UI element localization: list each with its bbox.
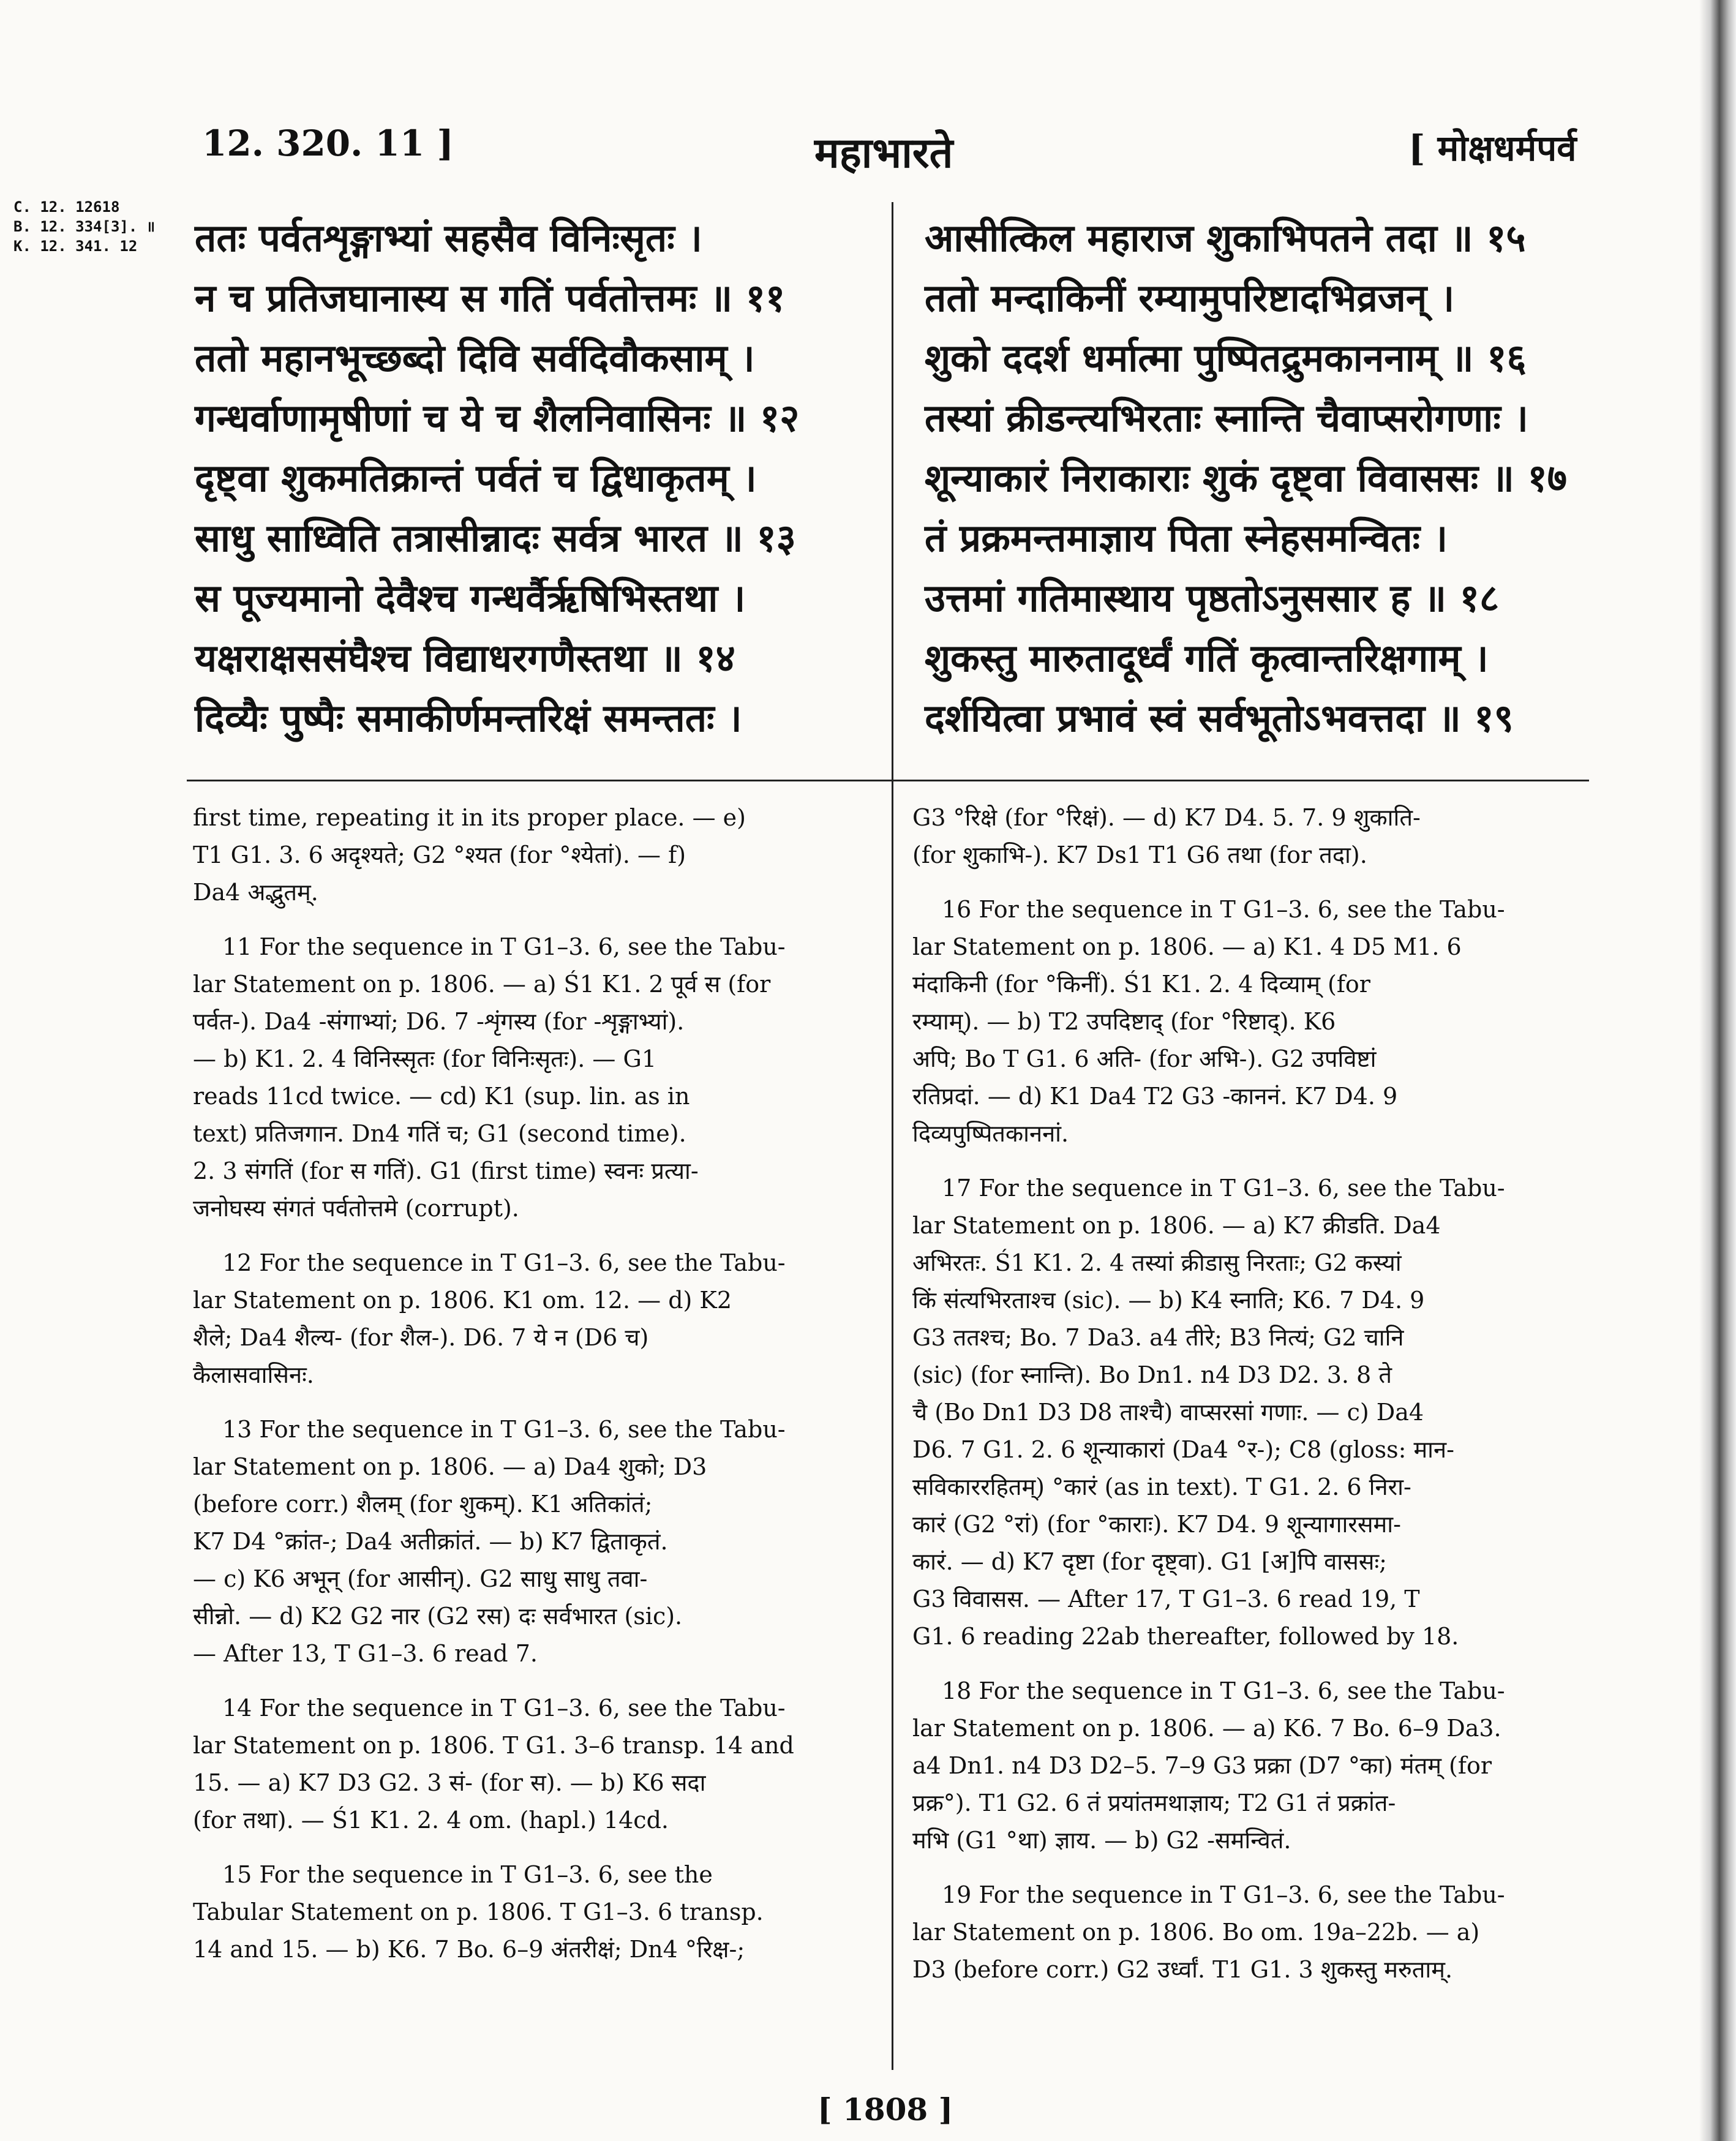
notes-column-left [193,799,876,1985]
note-line: अपि; Bo T G1. 6 अति- (for अभि-). G2 उपविष्टां [912,1045,1377,1072]
concordance-c: C. 12. 12618 [13,198,120,216]
note-line: — c) K6 अभून् (for आसीन्). G2 साधु साधु तवा- [193,1565,648,1592]
critical-note [912,1876,1592,1989]
verse-line: उत्तमां गतिमास्थाय पृष्ठतोऽनुससार ह ॥ १८ [925,576,1500,620]
verse-line: तस्यां क्रीडन्त्यभिरताः स्नान्ति चैवाप्सरोगणाः । [925,396,1528,440]
verse-line: स पूज्यमानो देवैश्च गन्धर्वैरृषिभिस्तथा । [195,576,746,620]
note-line: lar Statement on p. 1806. Bo om. 19a–22b. — a) [912,1919,1480,1946]
page-number: [ 1808 ] [817,2091,953,2128]
note-line: — After 13, T G1–3. 6 read 7. [193,1640,538,1667]
note-line: 19 For the sequence in T G1–3. 6, see the Tabu- [942,1881,1505,1908]
notes-divider [187,780,1589,781]
note-line: रतिप्रदां. — d) K1 Da4 T2 G3 -काननं. K7 D4. 9 [912,1083,1398,1110]
critical-note [912,1673,1592,1859]
critical-note [912,799,1592,874]
book-edge [1699,0,1736,2141]
note-line: मभि (G1 °था) ज्ञाय. — b) G2 -समन्वितं. [912,1827,1291,1854]
note-line: 11 For the sequence in T G1–3. 6, see the Tabu- [222,933,786,960]
note-line: कारं (G2 °रां) (for °काराः). K7 D4. 9 शून्यागारसमा- [912,1511,1401,1538]
note-line: G3 ततश्च; Bo. 7 Da3. a4 तीरे; B3 नित्यं; G2 चानि [912,1324,1404,1351]
concordance-b: B. 12. 334[3]. ॥ [13,218,156,235]
note-line: (sic) (for स्नान्ति). Bo Dn1. n4 D3 D2. 3. 8 ते [912,1361,1392,1388]
note-line: Da4 अद्भुतम्. [193,879,318,906]
note-line: 18 For the sequence in T G1–3. 6, see the Tabu- [942,1677,1505,1704]
note-line: G3 °रिक्षे (for °रिक्षं). — d) K7 D4. 5. 7. 9 शुकाति- [912,804,1421,831]
note-line: (before corr.) शैलम् (for शुकम्). K1 अतिकांतं; [193,1491,653,1518]
note-line: 2. 3 संगतिं (for स गतिं). G1 (first time) स्वनः प्रत्या- [193,1157,699,1184]
critical-note [912,891,1592,1153]
verse-line: न च प्रतिजघानास्य स गतिं पर्वतोत्तमः ॥ ११ [195,276,786,320]
note-line: text) प्रतिजगान. Dn4 गतिं च; G1 (second time). [193,1120,686,1147]
header-section: [ मोक्षधर्मपर्व [1408,127,1577,169]
note-line: जनोघस्य संगतं पर्वतोत्तमे (corrupt). [193,1195,519,1222]
critical-note [193,1411,876,1673]
note-line: 14 and 15. — b) K6. 7 Bo. 6–9 अंतरीक्षं; Dn4 °रिक्ष-; [193,1936,745,1963]
note-line: मंदाकिनी (for °किनीं). Ś1 K1. 2. 4 दिव्याम् (for [912,971,1370,998]
header-title: महाभारते [814,129,953,178]
note-line: पर्वत-). Da4 -संगाभ्यां; D6. 7 -शृंगस्य (for -शृङ्गाभ्यां). [193,1008,685,1035]
verse-line: यक्षराक्षससंघैश्च विद्याधरगणैस्तथा ॥ १४ [195,636,735,680]
note-line: G1. 6 reading 22ab thereafter, followed by 18. [912,1623,1459,1650]
concordance-k: K. 12. 341. 12 [13,238,138,255]
note-line: शैले; Da4 शैल्य- (for शैल-). D6. 7 ये न (D6 च) [193,1324,649,1351]
note-line: प्रक्र°). T1 G2. 6 तं प्रयांतमथाज्ञाय; T2 G1 तं प्रक्रांत- [912,1789,1396,1816]
note-line: first time, repeating it in its proper place. — e) [193,804,746,831]
critical-note [193,1856,876,1968]
note-line: 16 For the sequence in T G1–3. 6, see the Tabu- [942,896,1505,923]
note-line: D3 (before corr.) G2 उर्ध्वां. T1 G1. 3 शुकस्तु मरुताम्. [912,1956,1453,1983]
note-line: 15. — a) K7 D3 G2. 3 सं- (for स). — b) K6 सदा [193,1769,706,1796]
note-line: कारं. — d) K7 दृष्टा (for दृष्ट्वा). G1 [अ]पि वाससः; [912,1548,1387,1575]
note-line: 17 For the sequence in T G1–3. 6, see the Tabu- [942,1175,1505,1202]
note-line: — b) K1. 2. 4 विनिस्सृतः (for विनिःसृतः). — G1 [193,1045,656,1072]
note-line: lar Statement on p. 1806. — a) K1. 4 D5 M1. 6 [912,933,1462,960]
verse-line: तं प्रक्रमन्तमाज्ञाय पिता स्नेहसमन्वितः । [925,516,1448,560]
notes-column-right [912,799,1592,2006]
note-line: 12 For the sequence in T G1–3. 6, see the Tabu- [222,1249,786,1276]
note-line: सीन्नो. — d) K2 G2 नार (G2 रस) दः सर्वभारत (sic). [193,1603,683,1630]
note-line: 14 For the sequence in T G1–3. 6, see the Tabu- [222,1695,786,1721]
verse-line: गन्धर्वाणामृषीणां च ये च शैलनिवासिनः ॥ १२ [195,396,800,440]
note-line: अभिरतः. Ś1 K1. 2. 4 तस्यां क्रीडासु निरताः; G2 कस्यां [912,1249,1402,1276]
note-line: lar Statement on p. 1806. — a) Ś1 K1. 2 पूर्व स (for [193,971,771,998]
verse-line: ततः पर्वतशृङ्गाभ्यां सहसैव विनिःसृतः । [195,216,702,260]
note-line: 13 For the sequence in T G1–3. 6, see the Tabu- [222,1416,786,1443]
verse-line: दर्शयित्वा प्रभावं स्वं सर्वभूतोऽभवत्तदा ॥ १९ [925,696,1514,740]
verse-column-left [195,208,874,748]
note-line: lar Statement on p. 1806. — a) K7 क्रीडति. Da4 [912,1212,1441,1239]
critical-note [193,1244,876,1394]
verse-line: शुको ददर्श धर्मात्मा पुष्पितद्रुमकाननाम् ॥ १६ [925,336,1527,380]
concordance [13,197,155,256]
verse-line: ततो महानभूच्छब्दो दिवि सर्वदिवौकसाम् । [195,336,755,380]
note-line: (for शुकाभि-). K7 Ds1 T1 G6 तथा (for तदा). [912,841,1367,868]
critical-note [193,799,876,911]
note-line: चै (Bo Dn1 D3 D8 ताश्चै) वाप्सरसां गणाः. — c) Da4 [912,1399,1424,1426]
note-line: सविकाररहितम्) °कारं (as in text). T G1. 2. 6 निरा- [912,1473,1411,1500]
header-reference: 12. 320. 11 ] [202,122,454,164]
verse-line: साधु साध्विति तत्रासीन्नादः सर्वत्र भारत ॥ १३ [195,516,796,560]
verse-line: शुकस्तु मारुतादूर्ध्वं गतिं कृत्वान्तरिक्षगाम् । [925,636,1489,680]
note-line: 15 For the sequence in T G1–3. 6, see the [222,1861,713,1888]
verse-line: ततो मन्दाकिनीं रम्यामुपरिष्टादभिव्रजन् । [925,276,1455,320]
note-line: किं संत्यभिरताश्च (sic). — b) K4 स्नाति; K6. 7 D4. 9 [912,1287,1425,1314]
note-line: lar Statement on p. 1806. K1 om. 12. — d) K2 [193,1287,732,1314]
note-line: T1 G1. 3. 6 अदृश्यते; G2 °श्यत (for °श्येतां). — f) [193,841,686,868]
critical-note [193,928,876,1227]
note-line: K7 D4 °क्रांत-; Da4 अतीक्रांतं. — b) K7 द्विताकृतं. [193,1528,668,1555]
note-line: D6. 7 G1. 2. 6 शून्याकारां (Da4 °र-); C8 (gloss: मान- [912,1436,1454,1463]
verse-column-right [925,208,1580,748]
note-line: Tabular Statement on p. 1806. T G1–3. 6 transp. [193,1898,764,1925]
verse-line: दृष्ट्वा शुकमतिक्रान्तं पर्वतं च द्विधाकृतम् । [195,456,757,500]
verse-line: शून्याकारं निराकाराः शुकं दृष्ट्वा विवाससः ॥ १७ [925,456,1567,500]
note-line: दिव्यपुष्पितकाननां. [912,1120,1069,1147]
note-line: (for तथा). — Ś1 K1. 2. 4 om. (hapl.) 14cd. [193,1807,669,1834]
note-line: कैलासवासिनः. [193,1361,314,1388]
note-line: lar Statement on p. 1806. — a) K6. 7 Bo. 6–9 Da3. [912,1715,1501,1742]
note-line: lar Statement on p. 1806. T G1. 3–6 transp. 14 and [193,1732,794,1759]
critical-note [193,1690,876,1839]
verse-line: आसीत्किल महाराज शुकाभिपतने तदा ॥ १५ [925,216,1526,260]
note-line: reads 11cd twice. — cd) K1 (sup. lin. as in [193,1083,690,1110]
note-line: G3 विवासस. — After 17, T G1–3. 6 read 19, T [912,1586,1420,1612]
note-line: रम्याम्). — b) T2 उपदिष्टाद् (for °रिष्टाद्). K6 [912,1008,1336,1035]
note-line: a4 Dn1. n4 D3 D2–5. 7–9 G3 प्रक्रा (D7 °का) मंतम् (for [912,1752,1492,1779]
column-divider [892,202,893,2070]
verse-line: दिव्यैः पुष्पैः समाकीर्णमन्तरिक्षं समन्ततः । [195,696,742,740]
note-line: lar Statement on p. 1806. — a) Da4 शुको; D3 [193,1453,707,1480]
critical-note [912,1170,1592,1655]
